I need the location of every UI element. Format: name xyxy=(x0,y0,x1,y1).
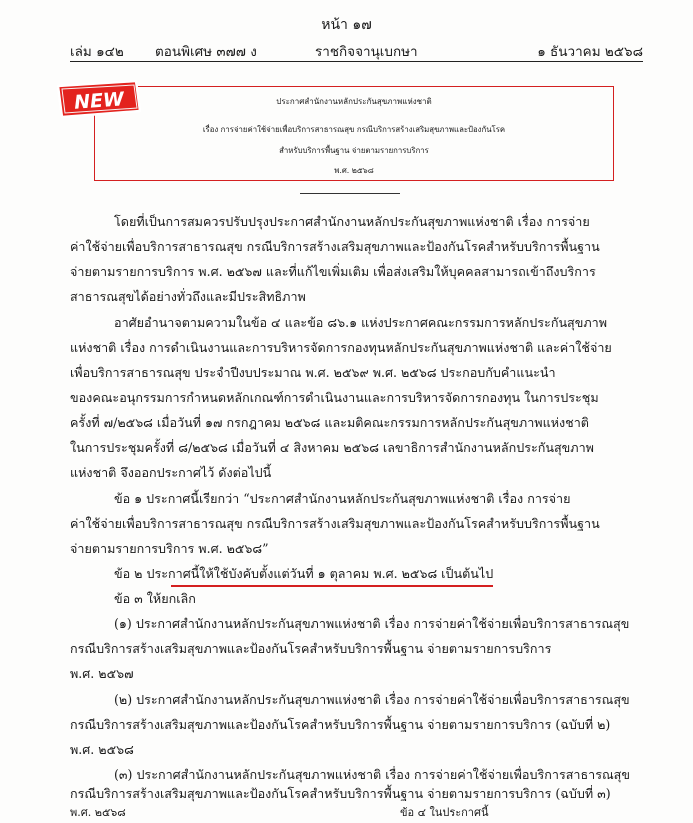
repeal-item-3: พ.ศ. ๒๕๖๘ xyxy=(70,806,126,819)
repeal-item-3: (๓) ประกาศสำนักงานหลักประกันสุขภาพแห่งชาติ เรื่อง การจ่ายค่าใช้จ่ายเพื่อบริการสาธารณสุข xyxy=(114,767,630,782)
announcement-year: พ.ศ. ๒๕๖๘ xyxy=(334,166,374,175)
announcement-title: ประกาศสำนักงานหลักประกันสุขภาพแห่งชาติ xyxy=(276,97,432,106)
header-divider xyxy=(70,61,643,62)
preamble-line: สาธารณสุขได้อย่างทั่วถึงและมีประสิทธิภาพ xyxy=(70,289,306,304)
repeal-item-1: พ.ศ. ๒๕๖๗ xyxy=(70,666,134,681)
repeal-item-1: กรณีบริการสร้างเสริมสุขภาพและป้องกันโรคสำหรับบริการพื้นฐาน จ่ายตามรายการบริการ xyxy=(70,641,552,656)
repeal-item-2: กรณีบริการสร้างเสริมสุขภาพและป้องกันโรคสำหรับบริการพื้นฐาน จ่ายตามรายการบริการ (ฉบับที่ ๒) xyxy=(70,717,611,732)
clause-2-red-underline xyxy=(171,585,493,587)
clause-3-line: ข้อ ๓ ให้ยกเลิก xyxy=(114,591,196,606)
authority-line: อาศัยอำนาจตามความในข้อ ๔ และข้อ ๘๖.๑ แห่งประกาศคณะกรรมการหลักประกันสุขภาพ xyxy=(114,315,608,330)
clause-1-line: จ่ายตามรายการบริการ พ.ศ. ๒๕๖๘” xyxy=(70,541,269,556)
repeal-item-3: กรณีบริการสร้างเสริมสุขภาพและป้องกันโรคสำหรับบริการพื้นฐาน จ่ายตามรายการบริการ (ฉบับที่ ๓) xyxy=(70,786,611,801)
badge-text: NEW xyxy=(73,88,125,114)
gazette-name: ราชกิจจานุเบกษา xyxy=(315,44,418,60)
authority-line: ในการประชุมครั้งที่ ๘/๒๕๖๘ เมื่อวันที่ ๔ สิงหาคม ๒๕๖๘ เลขาธิการสำนักงานหลักประกันสุขภาพ xyxy=(70,440,594,455)
authority-line: ของคณะอนุกรรมการกำหนดหลักเกณฑ์การดำเนินงานและการบริหารจัดการกองทุน ในการประชุม xyxy=(70,390,599,405)
authority-line: แห่งชาติ เรื่อง การดำเนินงานและการบริหารจัดการกองทุนหลักประกันสุขภาพแห่งชาติ และค่าใช้จ่าย xyxy=(70,340,612,355)
clause-1-line: ค่าใช้จ่ายเพื่อบริการสาธารณสุข กรณีบริการสร้างเสริมสุขภาพและป้องกันโรคสำหรับบริการพื้นฐาน xyxy=(70,516,600,531)
repeal-item-2: (๒) ประกาศสำนักงานหลักประกันสุขภาพแห่งชาติ เรื่อง การจ่ายค่าใช้จ่ายเพื่อบริการสาธารณสุข xyxy=(114,692,630,707)
preamble-line: จ่ายตามรายการบริการ พ.ศ. ๒๕๖๗ และที่แก้ไขเพิ่มเติม เพื่อส่งเสริมให้บุคคลสามารถเข้าถึงบริการ xyxy=(70,264,596,279)
section-number: ตอนพิเศษ ๓๗๗ ง xyxy=(155,44,257,60)
preamble-line: ค่าใช้จ่ายเพื่อบริการสาธารณสุข กรณีบริการสร้างเสริมสุขภาพและป้องกันโรคสำหรับบริการพื้นฐาน xyxy=(70,239,600,254)
preamble-line: โดยที่เป็นการสมควรปรับปรุงประกาศสำนักงานหลักประกันสุขภาพแห่งชาติ เรื่อง การจ่าย xyxy=(114,214,590,229)
gazette-header xyxy=(70,40,643,60)
volume-number: เล่ม ๑๔๒ xyxy=(70,44,124,60)
page-number: หน้า ๑๗ xyxy=(321,17,372,33)
repeal-item-2: พ.ศ. ๒๕๖๘ xyxy=(70,742,134,757)
authority-line: แห่งชาติ จึงออกประกาศไว้ ดังต่อไปนี้ xyxy=(70,465,272,480)
publish-date: ๑ ธันวาคม ๒๕๖๘ xyxy=(537,44,643,60)
clause-2-effective-date: ข้อ ๒ ประกาศนี้ให้ใช้บังคับตั้งแต่วันที่ ๑ ตุลาคม พ.ศ. ๒๕๖๘ เป็นต้นไป xyxy=(114,566,494,581)
repeal-item-1: (๑) ประกาศสำนักงานหลักประกันสุขภาพแห่งชาติ เรื่อง การจ่ายค่าใช้จ่ายเพื่อบริการสาธารณสุข xyxy=(114,616,630,631)
clause-4-line: ข้อ ๔ ในประกาศนี้ xyxy=(400,806,489,819)
title-separator xyxy=(300,193,400,194)
subject-line-1: เรื่อง การจ่ายค่าใช้จ่ายเพื่อบริการสาธารณสุข กรณีบริการสร้างเสริมสุขภาพและป้องกันโรค xyxy=(202,125,506,134)
authority-line: เพื่อบริการสาธารณสุข ประจำปีงบประมาณ พ.ศ. ๒๕๖๙ พ.ศ. ๒๕๖๘ ประกอบกับคำแนะนำ xyxy=(70,365,556,380)
clause-1-line: ข้อ ๑ ประกาศนี้เรียกว่า “ประกาศสำนักงานหลักประกันสุขภาพแห่งชาติ เรื่อง การจ่าย xyxy=(114,491,571,506)
authority-line: ครั้งที่ ๗/๒๕๖๘ เมื่อวันที่ ๑๗ กรกฎาคม ๒๕๖๘ และมติคณะกรรมการหลักประกันสุขภาพแห่งชาติ xyxy=(70,415,589,430)
subject-line-2: สำหรับบริการพื้นฐาน จ่ายตามรายการบริการ xyxy=(279,146,429,155)
